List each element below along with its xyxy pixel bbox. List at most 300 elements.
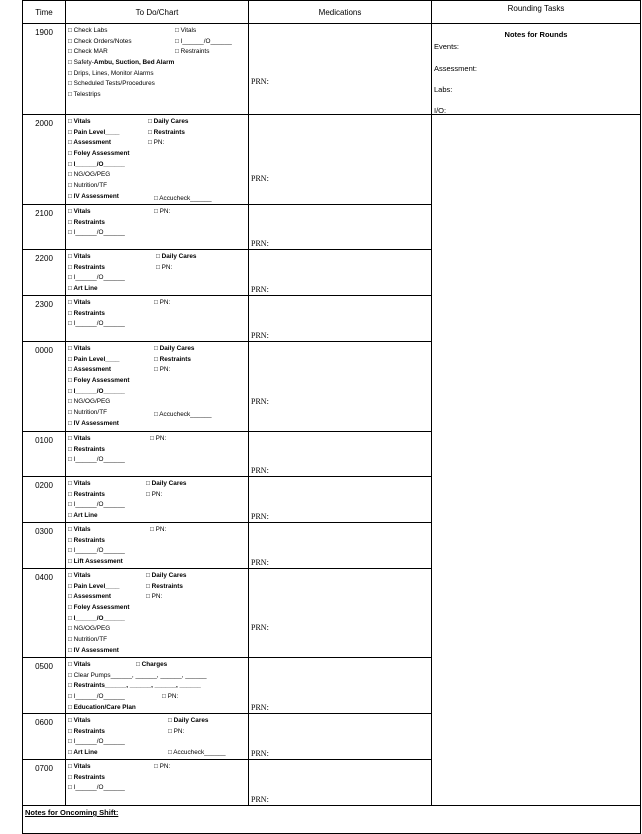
checklist-item-label: □ NG/OG/PEG <box>68 625 111 633</box>
checklist-item-label: □ Restraints <box>68 263 105 271</box>
checklist-item[interactable] <box>68 773 125 784</box>
checklist-item[interactable] <box>68 500 125 511</box>
checklist-item[interactable] <box>68 536 125 547</box>
checklist-item-label: □ Restraints______, ______, ______, ______ <box>68 682 201 690</box>
todo-column-left <box>68 344 130 430</box>
checklist-item[interactable] <box>68 218 125 229</box>
time-row <box>23 658 641 714</box>
checklist-item[interactable] <box>148 117 188 128</box>
todo-cell <box>66 477 249 523</box>
checklist-item-label: □ Daily Cares <box>148 118 189 125</box>
checklist-item[interactable] <box>68 434 125 445</box>
todo-column-right <box>156 252 196 273</box>
checklist-item[interactable] <box>148 128 188 139</box>
checklist-item[interactable] <box>68 355 130 366</box>
checklist-item[interactable] <box>175 26 232 37</box>
rounding-field-label: Assessment: <box>434 64 477 73</box>
checklist-item[interactable] <box>68 692 207 703</box>
prn-label: PRN: <box>251 397 269 406</box>
checklist-item-label: □ Pain Level____ <box>68 582 120 590</box>
checklist-item-label: □ I______/O______ <box>68 274 125 282</box>
prn-label: PRN: <box>251 749 269 758</box>
todo-extra <box>154 194 212 205</box>
checklist-item[interactable] <box>68 387 130 398</box>
checklist-item[interactable] <box>68 525 125 536</box>
checklist-item[interactable] <box>175 37 232 48</box>
rounding-field-label: Events: <box>434 42 460 51</box>
checklist-item[interactable] <box>150 525 166 536</box>
rounding-field-label: I/O: <box>434 106 447 115</box>
time-cell: 0100 <box>23 432 66 477</box>
todo-cell <box>66 760 249 806</box>
checklist-item[interactable] <box>68 603 130 614</box>
checklist-item[interactable] <box>68 490 125 501</box>
todo-column-left <box>68 207 125 239</box>
rounding-blank-cell[interactable] <box>432 658 641 714</box>
checklist-item-label: □ I______/O______ <box>68 320 125 328</box>
todo-column-right <box>175 26 232 58</box>
checklist-item-label: □ Vitals <box>68 253 91 260</box>
checklist-item-label: □ Art Line <box>68 512 98 520</box>
todo-column-left <box>68 434 125 466</box>
todo-column-left <box>68 117 130 203</box>
todo-cell <box>66 658 249 714</box>
checklist-item-label: □ I______/O______ <box>68 456 125 464</box>
checklist-item[interactable] <box>68 309 125 320</box>
checklist-item[interactable] <box>68 582 130 593</box>
checklist-item[interactable] <box>154 365 194 376</box>
checklist-item-label: □ I______/O______ <box>68 229 125 237</box>
checklist-item[interactable] <box>68 69 174 80</box>
checklist-item[interactable] <box>68 365 130 376</box>
checklist-item-label: □ Nutrition/TF <box>68 182 108 190</box>
medications-cell[interactable] <box>249 569 432 658</box>
checklist-item[interactable] <box>68 571 130 582</box>
time-cell: 0500 <box>23 658 66 714</box>
time-row <box>23 569 641 658</box>
checklist-item-label: □ PN: <box>162 693 179 700</box>
checklist-item[interactable] <box>162 692 178 703</box>
checklist-item-label: □ NG/OG/PEG <box>68 171 111 179</box>
header-time: Time <box>23 1 66 24</box>
checklist-item-label: □ Nutrition/TF <box>68 409 108 417</box>
checklist-item[interactable] <box>168 716 208 727</box>
checklist-item-label: □ Foley Assessment <box>68 377 130 385</box>
todo-cell <box>66 569 249 658</box>
checklist-item-label: □ Vitals <box>68 208 91 215</box>
prn-label: PRN: <box>251 239 269 248</box>
checklist-item[interactable] <box>154 762 170 773</box>
checklist-item-label: □ PN: <box>168 727 185 735</box>
todo-column-left <box>68 571 130 657</box>
todo-cell <box>66 296 249 342</box>
checklist-item-label: □ Restraints <box>175 48 210 56</box>
todo-column-right <box>150 525 166 536</box>
rounding-blank-cell[interactable] <box>432 205 641 250</box>
checklist-item-label: □ Vitals <box>68 572 91 579</box>
checklist-item[interactable] <box>156 263 196 274</box>
prn-label: PRN: <box>251 331 269 340</box>
checklist-item-label: □ Restraints <box>68 490 105 498</box>
checklist-item[interactable] <box>68 192 130 203</box>
checklist-item-label: □ Vitals <box>68 118 91 125</box>
checklist-item[interactable] <box>68 37 174 48</box>
todo-cell <box>66 342 249 432</box>
checklist-item[interactable] <box>154 344 194 355</box>
rounding-blank-cell[interactable] <box>432 432 641 477</box>
checklist-item[interactable] <box>68 298 125 309</box>
time-cell: 2000 <box>23 115 66 205</box>
checklist-item[interactable] <box>146 571 186 582</box>
checklist-item[interactable] <box>68 671 207 682</box>
checklist-item[interactable] <box>68 128 130 139</box>
checklist-item-label: □ Restraints <box>68 445 105 453</box>
checklist-item[interactable] <box>68 376 130 387</box>
checklist-item[interactable] <box>68 646 130 657</box>
checklist-item-label: □ Scheduled Tests/Procedures <box>68 80 155 88</box>
medications-cell[interactable] <box>249 760 432 806</box>
prn-label: PRN: <box>251 703 269 712</box>
checklist-item[interactable] <box>68 228 125 239</box>
todo-cell <box>66 24 249 115</box>
checklist-item-label: □ Vitals <box>68 526 91 533</box>
checklist-item-label: □ I______/O______ <box>68 614 125 622</box>
prn-label: PRN: <box>251 623 269 632</box>
checklist-item[interactable] <box>68 252 125 263</box>
header-todo: To Do/Chart <box>66 1 249 24</box>
checklist-item[interactable] <box>68 681 207 692</box>
time-row <box>23 115 641 205</box>
checklist-item-label: □ Daily Cares <box>146 572 187 579</box>
todo-column-right <box>154 207 170 218</box>
prn-label: PRN: <box>251 174 269 183</box>
checklist-item[interactable] <box>68 614 130 625</box>
checklist-item-label: □ Art Line <box>68 285 98 293</box>
time-cell: 0300 <box>23 523 66 569</box>
time-row <box>23 523 641 569</box>
checklist-item[interactable] <box>68 408 130 419</box>
checklist-item[interactable] <box>168 748 226 759</box>
checklist-item[interactable] <box>68 319 125 330</box>
checklist-item[interactable] <box>154 410 212 421</box>
checklist-item[interactable] <box>68 557 125 568</box>
checklist-item-label: □ IV Assessment <box>68 646 119 654</box>
todo-column-left <box>68 525 125 568</box>
checklist-item[interactable] <box>168 727 208 738</box>
checklist-item-label: □ Check Orders/Notes <box>68 37 132 45</box>
checklist-item[interactable] <box>68 592 130 603</box>
rounding-notes-cell[interactable] <box>432 24 641 115</box>
todo-cell <box>66 115 249 205</box>
rounding-blank-cell[interactable] <box>432 760 641 806</box>
todo-column-right <box>150 434 166 445</box>
time-cell: 0400 <box>23 569 66 658</box>
checklist-item[interactable] <box>175 47 232 58</box>
prn-label: PRN: <box>251 512 269 521</box>
checklist-item-label: □ Daily Cares <box>168 717 209 724</box>
checklist-item-label: □ Vitals <box>175 27 197 34</box>
checklist-item-label: □ Nutrition/TF <box>68 636 108 644</box>
medications-cell[interactable] <box>249 24 432 115</box>
checklist-item-label: □ I______/O______ <box>68 693 125 701</box>
todo-column-right <box>146 571 186 603</box>
medications-cell[interactable] <box>249 658 432 714</box>
checklist-item-label: □ Foley Assessment <box>68 604 130 612</box>
time-cell: 0700 <box>23 760 66 806</box>
checklist-item-label: □ Restraints <box>146 582 183 590</box>
todo-column-left <box>68 252 125 295</box>
medications-cell[interactable] <box>249 477 432 523</box>
checklist-item-label: □ Telestrips <box>68 91 101 99</box>
checklist-item[interactable] <box>68 79 174 90</box>
header-rounding: Rounding Tasks <box>432 1 641 24</box>
checklist-item-label: □ I______/O______ <box>68 501 125 509</box>
checklist-item-label: □ Safety- <box>68 59 94 67</box>
header-medications: Medications <box>249 1 432 24</box>
checklist-item-label: □ Accucheck______ <box>168 749 226 756</box>
todo-column-right <box>154 762 170 773</box>
time-cell: 0600 <box>23 714 66 760</box>
todo-extra <box>162 692 178 703</box>
checklist-item-label: □ Assessment <box>68 593 112 601</box>
checklist-item[interactable] <box>68 273 125 284</box>
todo-extra <box>154 410 212 421</box>
todo-extra <box>168 748 226 759</box>
checklist-item-label: □ Vitals <box>68 480 91 487</box>
time-cell: 2100 <box>23 205 66 250</box>
todo-column-right <box>136 660 167 671</box>
checklist-item-label: □ Restraints <box>148 128 185 136</box>
checklist-item-label: □ PN: <box>154 208 171 215</box>
checklist-item-label: □ Education/Care Plan <box>68 703 136 711</box>
rounding-notes-title: Notes for Rounds <box>504 30 568 39</box>
checklist-item[interactable] <box>146 490 186 501</box>
todo-column-right <box>154 298 170 309</box>
checklist-item[interactable] <box>68 181 130 192</box>
checklist-item-label: □ I______/O______ <box>68 387 125 395</box>
todo-column-right <box>168 716 208 737</box>
prn-label: PRN: <box>251 466 269 475</box>
rounding-blank-cell[interactable] <box>432 477 641 523</box>
checklist-item[interactable] <box>68 26 174 37</box>
checklist-item-label: □ PN: <box>150 526 167 533</box>
todo-cell <box>66 205 249 250</box>
checklist-item-label: □ Restraints <box>68 536 105 544</box>
time-row <box>23 760 641 806</box>
checklist-item-label: □ Lift Assessment <box>68 558 123 566</box>
checklist-item[interactable] <box>68 455 125 466</box>
checklist-item[interactable] <box>68 160 130 171</box>
checklist-item[interactable] <box>154 207 170 218</box>
checklist-item[interactable] <box>68 47 174 58</box>
notes-oncoming-shift-label: Notes for Oncoming Shift: <box>25 808 119 817</box>
checklist-item[interactable] <box>68 546 125 557</box>
checklist-item-label: □ Clear Pumps______, ______, ______, ______ <box>68 671 207 679</box>
checklist-item-label: □ Vitals <box>68 763 91 770</box>
checklist-item[interactable] <box>148 138 188 149</box>
checklist-item-label: □ PN: <box>154 366 171 374</box>
checklist-item-label: □ Vitals <box>68 299 91 306</box>
checklist-item-label: □ Assessment <box>68 366 112 374</box>
checklist-item[interactable] <box>68 511 125 522</box>
checklist-item[interactable] <box>68 445 125 456</box>
prn-label: PRN: <box>251 795 269 804</box>
checklist-item-label: □ Restraints <box>68 727 105 735</box>
checklist-item[interactable] <box>68 117 130 128</box>
checklist-item[interactable] <box>146 582 186 593</box>
todo-column-left <box>68 479 125 522</box>
checklist-item-label: □ I______/O______ <box>68 738 125 746</box>
medications-cell[interactable] <box>249 523 432 569</box>
checklist-item[interactable] <box>68 90 174 101</box>
checklist-item-label: □ I______/O______ <box>68 160 125 168</box>
shift-flowsheet <box>22 0 640 820</box>
checklist-item-label: □ PN: <box>154 299 171 306</box>
medications-cell[interactable] <box>249 250 432 296</box>
checklist-item-label: □ Daily Cares <box>154 345 195 352</box>
checklist-item[interactable] <box>68 344 130 355</box>
checklist-item[interactable] <box>136 660 167 671</box>
checklist-item-label: □ Charges <box>136 661 168 668</box>
checklist-item[interactable] <box>68 624 130 635</box>
checklist-item[interactable] <box>68 703 207 714</box>
time-cell: 0200 <box>23 477 66 523</box>
checklist-item[interactable] <box>68 716 125 727</box>
flowsheet-table <box>22 0 641 834</box>
checklist-item-label: □ PN: <box>154 763 171 770</box>
checklist-item-label: □ Restraints <box>154 355 191 363</box>
checklist-item-detail: Ambu, Suction, Bed Alarm <box>93 59 175 67</box>
todo-column-right <box>154 344 194 376</box>
prn-label: PRN: <box>251 77 269 86</box>
checklist-item[interactable] <box>68 762 125 773</box>
medications-cell[interactable] <box>249 342 432 432</box>
checklist-item[interactable] <box>150 434 166 445</box>
rounding-field-label: Labs: <box>434 85 453 94</box>
checklist-item[interactable] <box>68 737 125 748</box>
rounding-blank-cell[interactable] <box>432 250 641 296</box>
checklist-item[interactable] <box>156 252 196 263</box>
time-row <box>23 342 641 432</box>
checklist-item[interactable] <box>146 479 186 490</box>
time-row <box>23 714 641 760</box>
medications-cell[interactable] <box>249 205 432 250</box>
checklist-item[interactable] <box>68 207 125 218</box>
checklist-item-label: □ IV Assessment <box>68 419 119 427</box>
time-cell: 2300 <box>23 296 66 342</box>
checklist-item[interactable] <box>68 397 130 408</box>
rounding-blank-cell[interactable] <box>432 342 641 432</box>
checklist-item[interactable] <box>68 727 125 738</box>
checklist-item[interactable] <box>68 170 130 181</box>
checklist-item-label: □ Restraints <box>68 218 105 226</box>
rounding-blank-cell[interactable] <box>432 714 641 760</box>
checklist-item-label: □ I______/O______ <box>175 37 232 45</box>
checklist-item[interactable] <box>68 748 125 759</box>
todo-cell <box>66 432 249 477</box>
rounding-blank-cell[interactable] <box>432 523 641 569</box>
checklist-item-label: □ Vitals <box>68 717 91 724</box>
checklist-item-label: □ Restraints <box>68 309 105 317</box>
time-row <box>23 477 641 523</box>
todo-cell <box>66 714 249 760</box>
checklist-item-label: □ Accucheck______ <box>154 411 212 418</box>
checklist-item-label: □ Assessment <box>68 139 112 147</box>
checklist-item-label: □ PN: <box>156 263 173 271</box>
rounding-blank-cell[interactable] <box>432 115 641 205</box>
checklist-item-label: □ Vitals <box>68 661 91 668</box>
checklist-item[interactable] <box>154 355 194 366</box>
todo-column-left <box>68 298 125 330</box>
checklist-item-label: □ I______/O______ <box>68 547 125 555</box>
checklist-item-label: □ PN: <box>146 490 163 498</box>
checklist-item[interactable] <box>68 419 130 430</box>
checklist-item[interactable] <box>154 298 170 309</box>
checklist-item-label: □ Check MAR <box>68 48 108 56</box>
checklist-item-label: □ PN: <box>146 593 163 601</box>
checklist-item-label: □ PN: <box>148 139 165 147</box>
checklist-item-label: □ Foley Assessment <box>68 150 130 158</box>
checklist-item-label: □ Daily Cares <box>146 480 187 487</box>
checklist-item[interactable] <box>68 58 174 69</box>
time-cell: 0000 <box>23 342 66 432</box>
medications-cell[interactable] <box>249 432 432 477</box>
checklist-item-label: □ Check Labs <box>68 27 108 34</box>
time-cell: 2200 <box>23 250 66 296</box>
medications-cell[interactable] <box>249 115 432 205</box>
todo-cell <box>66 523 249 569</box>
checklist-item[interactable] <box>68 138 130 149</box>
checklist-item[interactable] <box>68 635 130 646</box>
checklist-item-label: □ I______/O______ <box>68 784 125 792</box>
medications-cell[interactable] <box>249 714 432 760</box>
rounding-blank-cell[interactable] <box>432 569 641 658</box>
checklist-item-label: □ Restraints <box>68 773 105 781</box>
checklist-item-label: □ Vitals <box>68 345 91 352</box>
checklist-item-label: □ Pain Level____ <box>68 355 120 363</box>
medications-cell[interactable] <box>249 296 432 342</box>
time-row <box>23 205 641 250</box>
todo-column-left <box>68 716 125 759</box>
checklist-item[interactable] <box>68 149 130 160</box>
time-cell: 1900 <box>23 24 66 115</box>
rounding-blank-cell[interactable] <box>432 296 641 342</box>
checklist-item[interactable] <box>146 592 186 603</box>
prn-label: PRN: <box>251 285 269 294</box>
checklist-item-label: □ Art Line <box>68 749 98 757</box>
checklist-item-label: □ Vitals <box>68 435 91 442</box>
checklist-item[interactable] <box>68 479 125 490</box>
checklist-item-label: □ Daily Cares <box>156 253 197 260</box>
checklist-item[interactable] <box>68 284 125 295</box>
time-row <box>23 296 641 342</box>
todo-column-left <box>68 762 125 794</box>
checklist-item-label: □ NG/OG/PEG <box>68 398 111 406</box>
todo-cell <box>66 250 249 296</box>
checklist-item-label: □ Accucheck______ <box>154 195 212 202</box>
time-row <box>23 250 641 296</box>
todo-column-right <box>146 479 186 500</box>
checklist-item[interactable] <box>154 194 212 205</box>
todo-column-right <box>148 117 188 149</box>
checklist-item[interactable] <box>68 783 125 794</box>
time-row <box>23 24 641 115</box>
checklist-item[interactable] <box>68 263 125 274</box>
time-row <box>23 432 641 477</box>
checklist-item-label: □ Pain Level____ <box>68 128 120 136</box>
checklist-item-label: □ Drips, Lines, Monitor Alarms <box>68 69 154 77</box>
todo-column-left <box>68 26 174 101</box>
